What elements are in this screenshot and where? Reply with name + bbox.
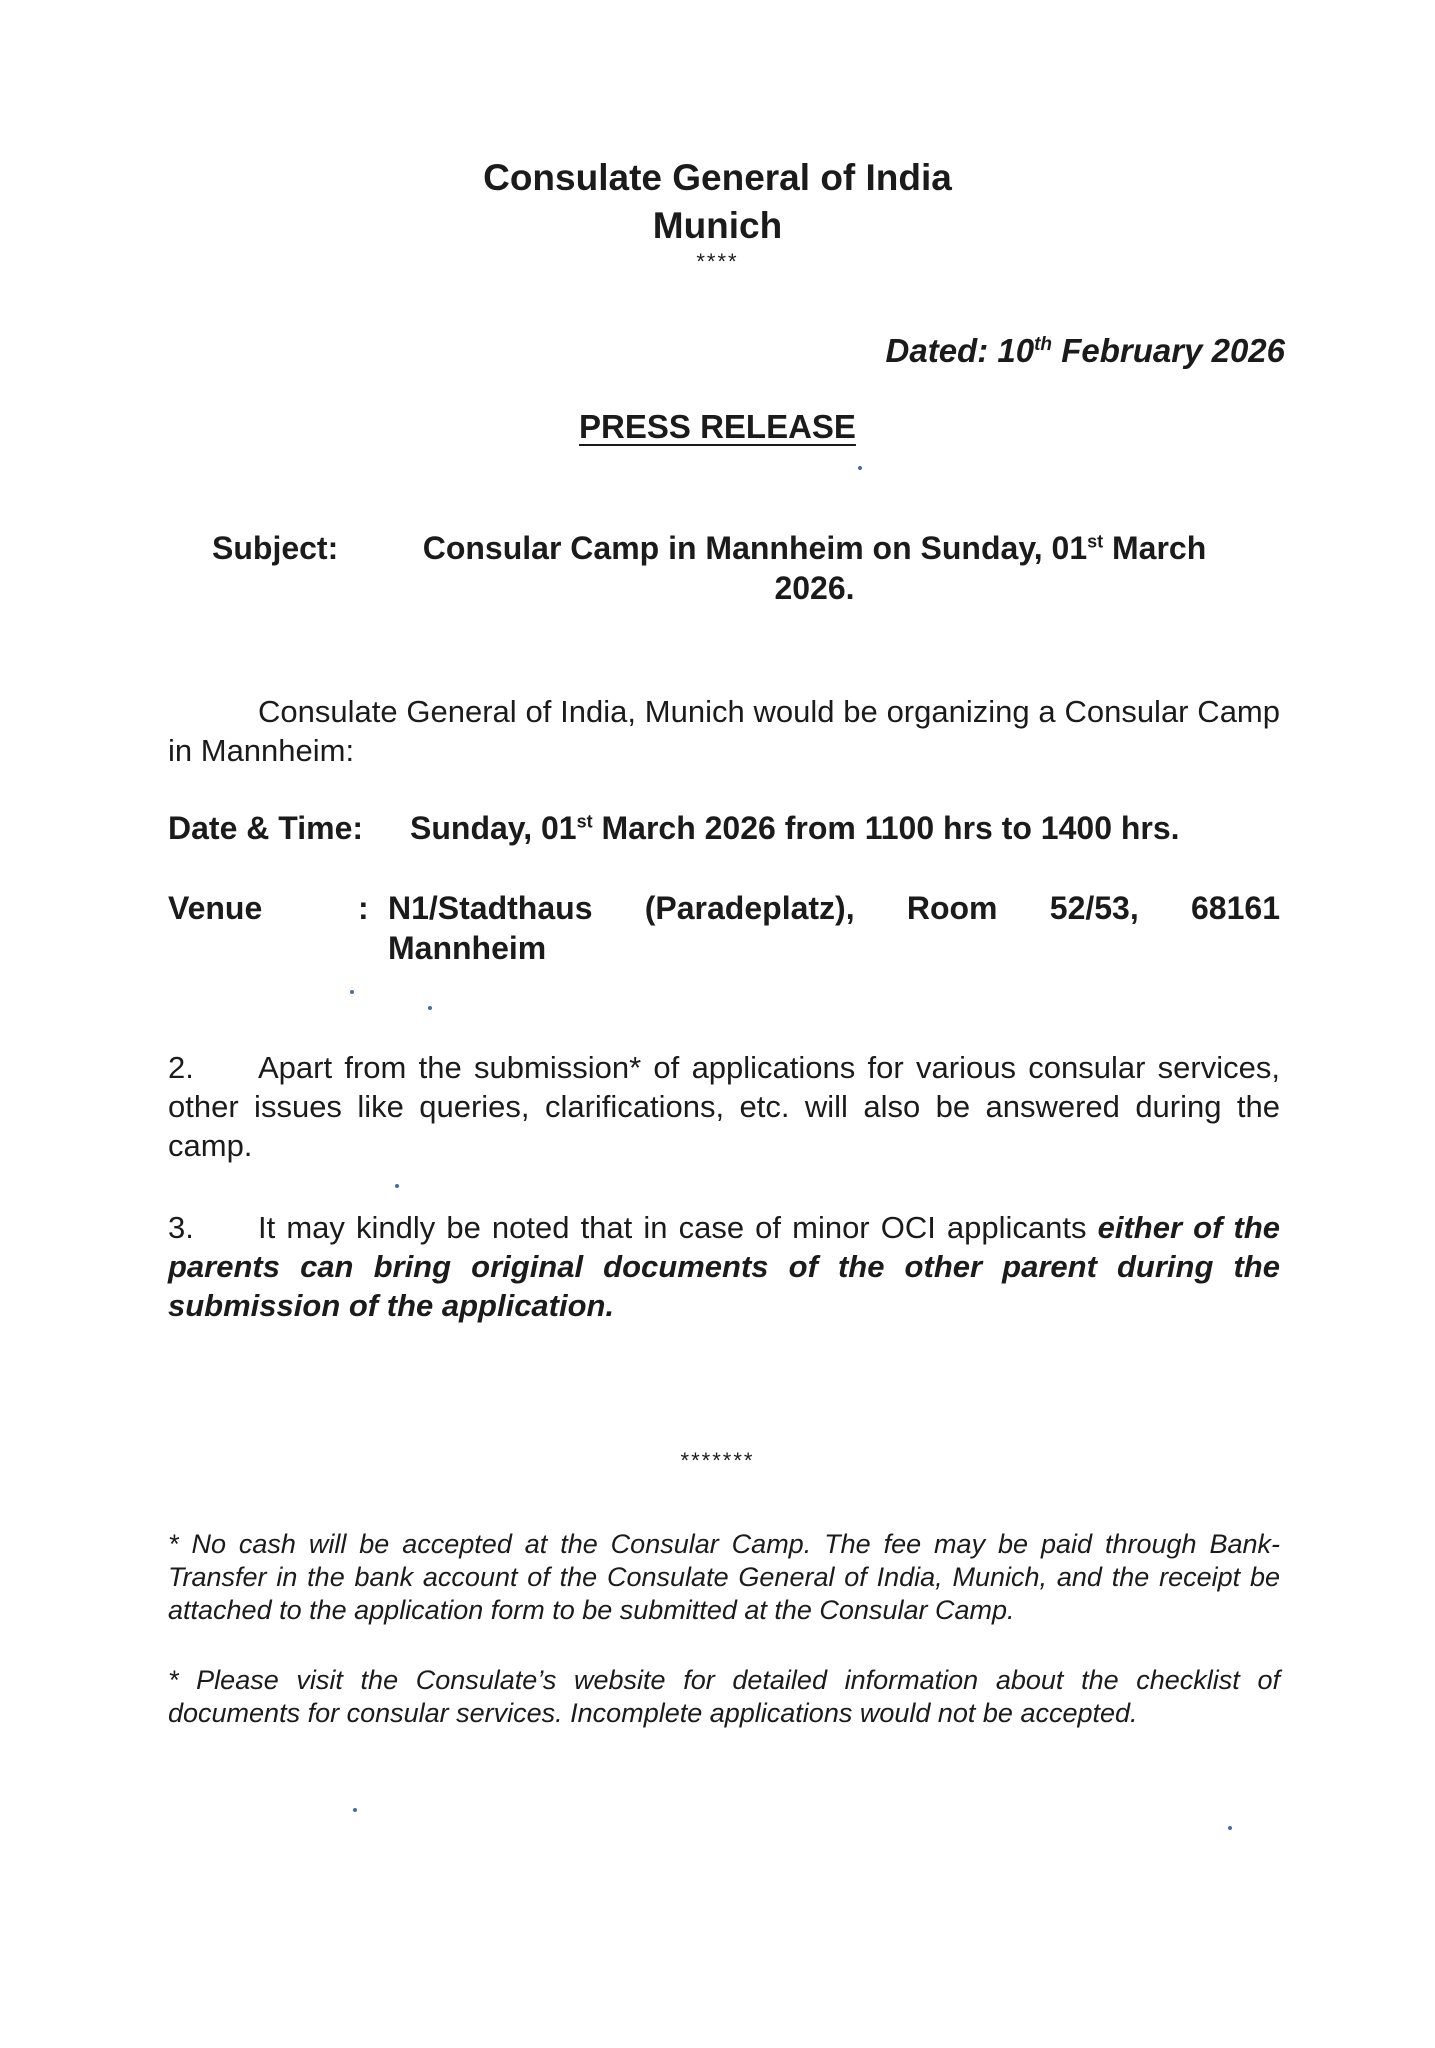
paragraph-3-text: It may kindly be noted that in case of minor OCI applicants (258, 1210, 1098, 1245)
subject-label: Subject: (212, 530, 339, 566)
subject-text-part1: Consular Camp in Mannheim on Sunday, 01 (422, 530, 1088, 566)
footnote-payment: * No cash will be accepted at the Consular Camp. The fee may be paid through Bank-Transfer in the bank account of the Consulate General of India, Munich, and the receipt be attached to the application form to be submitted at the Consular Camp. (168, 1529, 1280, 1625)
paragraph-2-number: 2. (168, 1050, 194, 1085)
scan-speck (428, 1006, 432, 1010)
organization-title: Consulate General of India (483, 157, 952, 198)
scan-speck (353, 1808, 357, 1812)
scan-speck (858, 466, 862, 470)
venue-word: N1/Stadthaus (388, 890, 593, 926)
venue-colon: : (358, 890, 369, 926)
scan-speck (350, 990, 354, 994)
venue-line-2: Mannheim (388, 930, 547, 966)
header-separator: **** (696, 249, 739, 274)
scan-speck (395, 1184, 399, 1188)
intro-paragraph: Consulate General of India, Munich would be organizing a Consular Camp in Mannheim: (168, 694, 1280, 768)
paragraph-2-text: Apart from the submission* of applications for various consular services, other issues like queries, clarifications, etc. will also be answered during the camp. (168, 1050, 1280, 1163)
date-time-label: Date & Time: (168, 810, 364, 846)
date-time-value-part1: Sunday, 01 (410, 810, 577, 846)
venue-word: 52/53, (1049, 890, 1139, 926)
paragraph-3 (168, 1208, 1280, 1325)
date-time-value-part2: March 2026 from 1100 hrs to 1400 hrs. (592, 810, 1180, 846)
subject-text (387, 528, 1242, 608)
date-line (886, 332, 1285, 370)
scan-speck (1228, 1826, 1232, 1830)
date-time-value (410, 808, 1180, 848)
subject-text-part2: March 2026. (774, 530, 1207, 606)
subject-text-sup: st (1087, 531, 1104, 552)
paragraph-3-number: 3. (168, 1210, 194, 1245)
date-rest: February 2026 (1052, 332, 1285, 369)
date-time-value-sup: st (576, 811, 593, 832)
venue-line-1 (358, 888, 1280, 928)
document-title (0, 408, 1435, 446)
venue-word: Room (906, 890, 998, 926)
document-title-text: PRESS RELEASE (579, 408, 856, 445)
paragraph-2 (168, 1048, 1280, 1165)
date-suffix: th (1034, 334, 1053, 355)
organization-city: Munich (652, 205, 783, 246)
paragraph-3-emphasis: either of the parents can bring original documents of the other parent during the submission of the application. (168, 1210, 1280, 1323)
venue-value (358, 888, 1280, 968)
end-separator: ******* (680, 1448, 755, 1473)
venue-word: (Paradeplatz), (644, 890, 855, 926)
venue-label: Venue (168, 890, 263, 926)
date-label: Dated: 10 (885, 332, 1035, 369)
venue-word: 68161 (1191, 890, 1280, 926)
footnote-checklist: * Please visit the Consulate’s website for detailed information about the checklist of documents for consular services. Incomplete applications would not be accepted. (168, 1665, 1280, 1728)
